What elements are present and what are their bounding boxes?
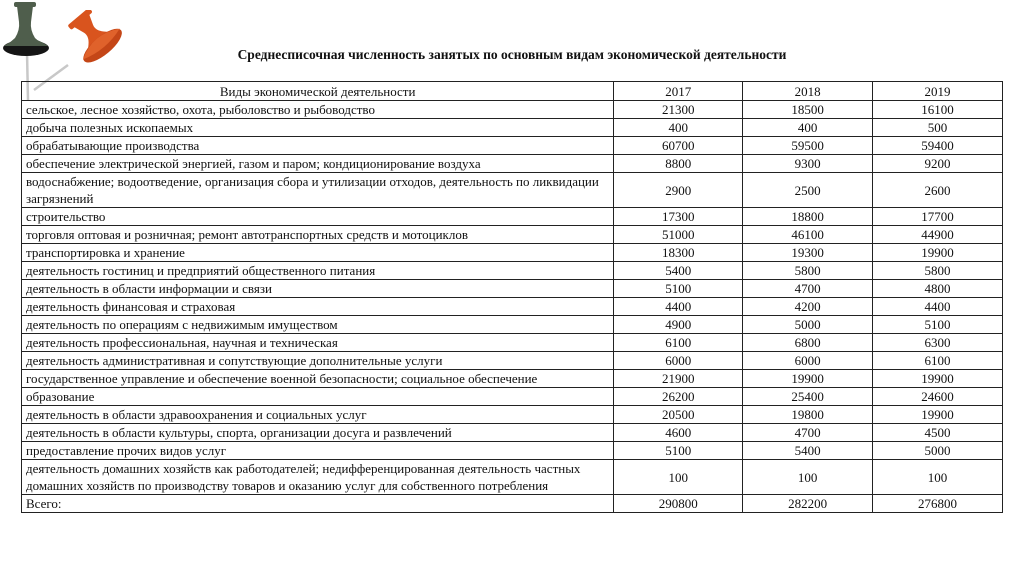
value-2017: 51000: [614, 226, 743, 244]
activity-name: деятельность в области информации и связи: [22, 280, 614, 298]
total-label: Всего:: [22, 495, 614, 513]
value-2019: 2600: [873, 173, 1003, 208]
column-header-2018: 2018: [743, 82, 873, 101]
value-2017: 20500: [614, 406, 743, 424]
table-row: [22, 316, 1003, 334]
value-2018: 5400: [743, 442, 873, 460]
activity-name: добыча полезных ископаемых: [22, 119, 614, 137]
value-2019: 16100: [873, 101, 1003, 119]
value-2017: 21300: [614, 101, 743, 119]
employment-table: [21, 81, 1003, 513]
value-2018: 19300: [743, 244, 873, 262]
activity-name: деятельность гостиниц и предприятий общественного питания: [22, 262, 614, 280]
value-2018: 2500: [743, 173, 873, 208]
value-2019: 5800: [873, 262, 1003, 280]
value-2017: 8800: [614, 155, 743, 173]
value-2017: 4600: [614, 424, 743, 442]
value-2019: 500: [873, 119, 1003, 137]
value-2018: 6800: [743, 334, 873, 352]
table-row: [22, 208, 1003, 226]
value-2019: 5100: [873, 316, 1003, 334]
table-row: [22, 173, 1003, 208]
value-2018: 19900: [743, 370, 873, 388]
activity-name: деятельность домашних хозяйств как работодателей; недифференцированная деятельность частных домашних хозяйств по производству товаров и оказанию услуг для собственного потребления: [22, 460, 614, 495]
activity-name: деятельность финансовая и страховая: [22, 298, 614, 316]
value-2017: 6000: [614, 352, 743, 370]
value-2017: 5100: [614, 442, 743, 460]
column-header-2019: 2019: [873, 82, 1003, 101]
table-row: [22, 244, 1003, 262]
value-2017: 400: [614, 119, 743, 137]
activity-name: торговля оптовая и розничная; ремонт автотранспортных средств и мотоциклов: [22, 226, 614, 244]
value-2018: 100: [743, 460, 873, 495]
value-2019: 19900: [873, 406, 1003, 424]
activity-name: деятельность профессиональная, научная и техническая: [22, 334, 614, 352]
table-row: [22, 226, 1003, 244]
value-2019: 9200: [873, 155, 1003, 173]
table-row: [22, 334, 1003, 352]
activity-name: государственное управление и обеспечение военной безопасности; социальное обеспечение: [22, 370, 614, 388]
table-row: [22, 155, 1003, 173]
table-row: [22, 460, 1003, 495]
value-2017: 2900: [614, 173, 743, 208]
table-row: [22, 352, 1003, 370]
value-2019: 4500: [873, 424, 1003, 442]
total-2019: 276800: [873, 495, 1003, 513]
value-2018: 46100: [743, 226, 873, 244]
value-2018: 5800: [743, 262, 873, 280]
value-2019: 19900: [873, 244, 1003, 262]
value-2017: 18300: [614, 244, 743, 262]
activity-name: обрабатывающие производства: [22, 137, 614, 155]
activity-name: предоставление прочих видов услуг: [22, 442, 614, 460]
activity-name: транспортировка и хранение: [22, 244, 614, 262]
value-2019: 24600: [873, 388, 1003, 406]
table-row: [22, 424, 1003, 442]
slide-title: Среднесписочная численность занятых по основным видам экономической деятельности: [237, 47, 787, 62]
table-row: [22, 406, 1003, 424]
activity-name: сельское, лесное хозяйство, охота, рыболовство и рыбоводство: [22, 101, 614, 119]
table-total-row: [22, 495, 1003, 513]
value-2017: 5100: [614, 280, 743, 298]
value-2019: 6300: [873, 334, 1003, 352]
value-2017: 4400: [614, 298, 743, 316]
value-2018: 5000: [743, 316, 873, 334]
value-2017: 26200: [614, 388, 743, 406]
value-2018: 59500: [743, 137, 873, 155]
value-2019: 19900: [873, 370, 1003, 388]
value-2019: 100: [873, 460, 1003, 495]
table-header-row: [22, 82, 1003, 101]
column-header-2017: 2017: [614, 82, 743, 101]
value-2018: 4700: [743, 280, 873, 298]
table-row: [22, 119, 1003, 137]
value-2018: 4700: [743, 424, 873, 442]
value-2019: 6100: [873, 352, 1003, 370]
activity-name: образование: [22, 388, 614, 406]
table-row: [22, 370, 1003, 388]
activity-name: обеспечение электрической энергией, газом и паром; кондиционирование воздуха: [22, 155, 614, 173]
value-2019: 59400: [873, 137, 1003, 155]
value-2017: 6100: [614, 334, 743, 352]
value-2019: 4400: [873, 298, 1003, 316]
value-2018: 4200: [743, 298, 873, 316]
activity-name: строительство: [22, 208, 614, 226]
table-row: [22, 101, 1003, 119]
value-2018: 400: [743, 119, 873, 137]
column-header-activity: Виды экономической деятельности: [22, 82, 614, 101]
value-2018: 18800: [743, 208, 873, 226]
value-2018: 6000: [743, 352, 873, 370]
value-2019: 17700: [873, 208, 1003, 226]
value-2017: 17300: [614, 208, 743, 226]
activity-name: деятельность в области здравоохранения и социальных услуг: [22, 406, 614, 424]
value-2018: 25400: [743, 388, 873, 406]
total-2018: 282200: [743, 495, 873, 513]
value-2018: 19800: [743, 406, 873, 424]
table-row: [22, 137, 1003, 155]
table-row: [22, 280, 1003, 298]
value-2019: 44900: [873, 226, 1003, 244]
activity-name: водоснабжение; водоотведение, организация сбора и утилизации отходов, деятельность по ликвидации загрязнений: [22, 173, 614, 208]
table-row: [22, 298, 1003, 316]
value-2019: 5000: [873, 442, 1003, 460]
value-2017: 100: [614, 460, 743, 495]
value-2017: 60700: [614, 137, 743, 155]
table-row: [22, 262, 1003, 280]
activity-name: деятельность по операциям с недвижимым имуществом: [22, 316, 614, 334]
activity-name: деятельность административная и сопутствующие дополнительные услуги: [22, 352, 614, 370]
activity-name: деятельность в области культуры, спорта, организации досуга и развлечений: [22, 424, 614, 442]
total-2017: 290800: [614, 495, 743, 513]
table-row: [22, 388, 1003, 406]
value-2019: 4800: [873, 280, 1003, 298]
value-2017: 21900: [614, 370, 743, 388]
value-2018: 9300: [743, 155, 873, 173]
table-row: [22, 442, 1003, 460]
value-2017: 4900: [614, 316, 743, 334]
value-2017: 5400: [614, 262, 743, 280]
value-2018: 18500: [743, 101, 873, 119]
